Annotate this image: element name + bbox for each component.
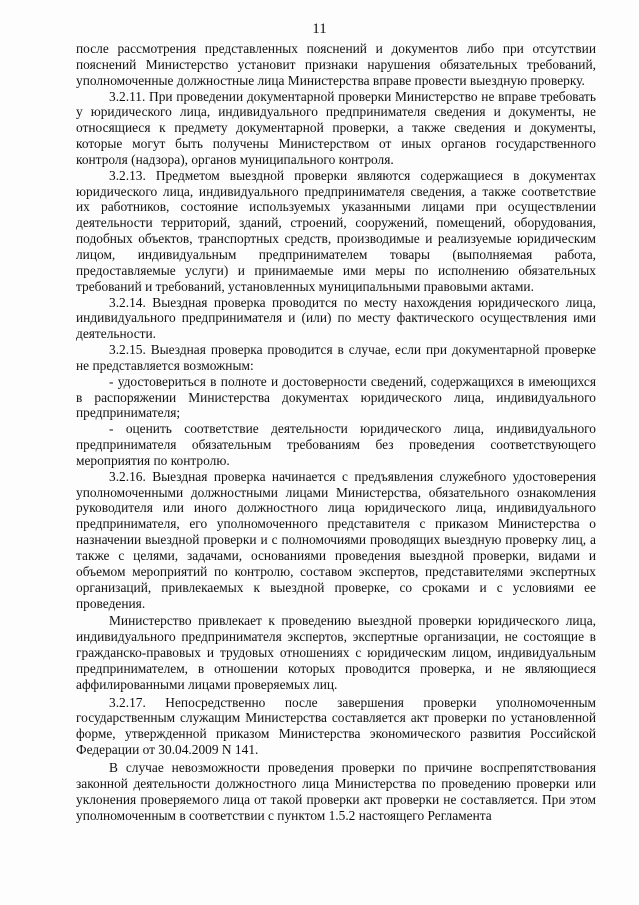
paragraph-3-2-11: 3.2.11. При проведении документарной проверки Министерство не вправе требовать у юридического лица, индивидуального предпринимателя сведения и документы, не относящиеся к предмету документарной проверки, а также сведения и документы, которые могут быть получены Министерством от иных органов государственного контроля (надзора), органов муниципального контроля. xyxy=(76,88,596,167)
paragraph-3-2-14: 3.2.14. Выездная проверка проводится по месту нахождения юридического лица, индивидуального предпринимателя и (или) по месту фактического осуществления ими деятельности. xyxy=(76,294,596,342)
paragraph-3-2-17: 3.2.17. Непосредственно после завершения проверки уполномоченным государственным служащим Министерства составляется акт проверки по установленной форме, утвержденной приказом Министерства экономического развития Российской Федерации от 30.04.2009 N 141. xyxy=(76,694,596,758)
list-item-verify-completeness: - удостовериться в полноте и достоверности сведений, содержащихся в имеющихся в распоряжении Министерства документах юридического лица, индивидуального предпринимателя; xyxy=(76,373,596,421)
paragraph-3-2-15: 3.2.15. Выездная проверка проводится в случае, если при документарной проверке не представляется возможным: xyxy=(76,342,596,373)
list-item-assess-compliance: - оценить соответствие деятельности юридического лица, индивидуального предпринимателя обязательным требованиям без проведения соответствующего мероприятия по контролю. xyxy=(76,421,596,468)
paragraph-3-2-13: 3.2.13. Предметом выездной проверки являются содержащиеся в документах юридического лица, индивидуального предпринимателя сведения, а также соответствие их работников, состояние используемых указанными лицами при осуществлении деятельности территорий, зданий, строений, сооружений, помещений, оборудования, подобных объектов, транспортных средств, производимые и реализуемые юридическим лицом, индивидуальным предпринимателем товары (выполняемая работа, предоставляемые услуги) и принимаемые ими меры по исполнению обязательных требований и требований, установленных муниципальными правовыми актами. xyxy=(76,167,596,294)
document-body xyxy=(76,41,596,823)
paragraph-inability: В случае невозможности проведения проверки по причине воспрепятствования законной деятельности должностного лица Министерства по проведению проверки или уклонения проверяемого лица от такой проверки акт проверки не составляется. При этом уполномоченным в соответствии с пунктом 1.5.2 настоящего Регламента xyxy=(76,759,596,823)
paragraph-3-2-16: 3.2.16. Выездная проверка начинается с предъявления служебного удостоверения уполномоченными должностными лицами Министерства, обязательного ознакомления руководителя или иного должностного лица юридического лица, индивидуального предпринимателя, его уполномоченного представителя с приказом Министерства о назначении выездной проверки и с полномочиями проводящих выездную проверку лиц, а также с целями, задачами, основаниями проведения выездной проверки, видами и объемом мероприятий по контролю, составом экспертов, представителями экспертных организаций, привлекаемых к выездной проверке, со сроками и с условиями ее проведения. xyxy=(76,468,596,611)
paragraph-continuation: после рассмотрения представленных пояснений и документов либо при отсутствии пояснений Министерство установит признаки нарушения обязательных требований, уполномоченные должностные лица Министерства вправе провести выездную проверку. xyxy=(76,41,596,88)
paragraph-experts: Министерство привлекает к проведению выездной проверки юридического лица, индивидуального предпринимателя экспертов, экспертные организации, не состоящие в гражданско-правовых и трудовых отношениях с юридическим лицом, индивидуальным предпринимателем, в отношении которых проводится проверка, и не являющиеся аффилированными лицами проверяемых лиц. xyxy=(76,613,596,692)
page-number: 11 xyxy=(312,21,327,37)
